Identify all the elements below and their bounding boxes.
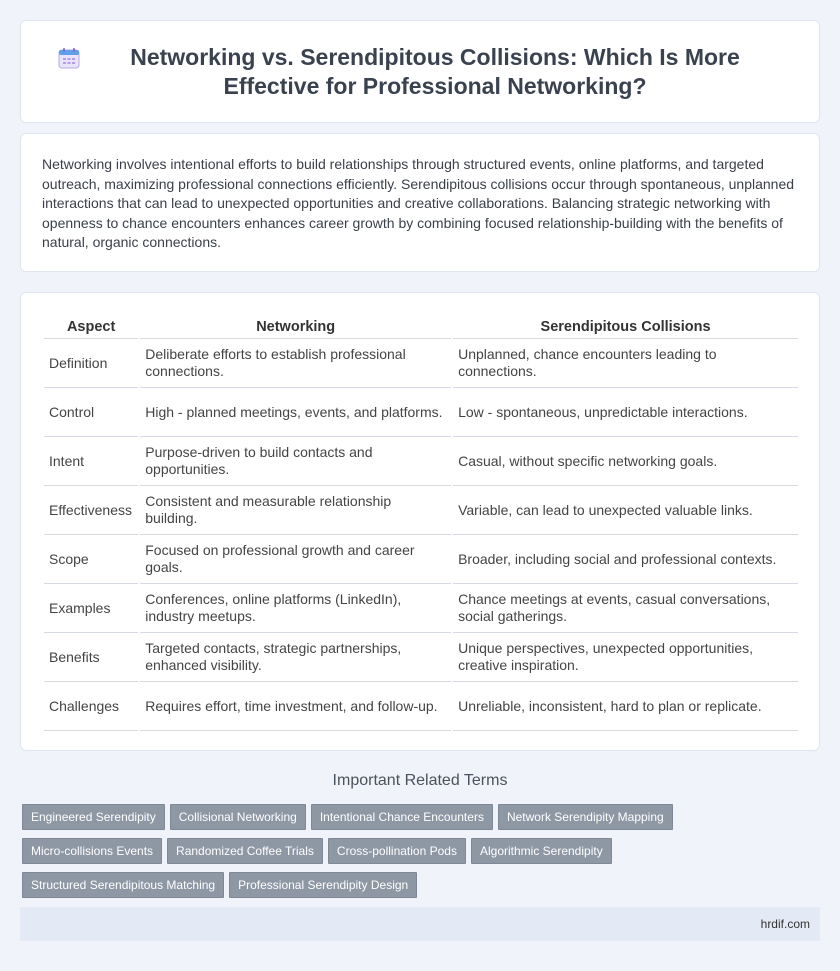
row-serendipitous: Unique perspectives, unexpected opportunities, creative inspiration.: [453, 633, 798, 682]
tag-randomized-coffee-trials[interactable]: Randomized Coffee Trials: [167, 838, 323, 864]
row-networking: Conferences, online platforms (LinkedIn), industry meetups.: [140, 584, 451, 633]
header-serendipitous: Serendipitous Collisions: [453, 313, 798, 339]
footer: [20, 907, 820, 941]
tag-cross-pollination-pods[interactable]: Cross-pollination Pods: [328, 838, 466, 864]
row-serendipitous: Casual, without specific networking goals.: [453, 437, 798, 486]
row-serendipitous: Variable, can lead to unexpected valuable links.: [453, 486, 798, 535]
related-terms-tags: [22, 804, 822, 906]
row-aspect: Examples: [44, 584, 138, 633]
table-row: [44, 535, 798, 584]
title-card: [20, 20, 820, 123]
row-aspect: Benefits: [44, 633, 138, 682]
table-row: [44, 437, 798, 486]
header-aspect: Aspect: [44, 313, 138, 339]
row-aspect: Scope: [44, 535, 138, 584]
row-networking: Consistent and measurable relationship building.: [140, 486, 451, 535]
row-networking: Deliberate efforts to establish professional connections.: [140, 339, 451, 388]
table-row: [44, 682, 798, 731]
row-networking: High - planned meetings, events, and platforms.: [140, 388, 451, 437]
table-header-row: [44, 313, 798, 339]
row-serendipitous: Unreliable, inconsistent, hard to plan or replicate.: [453, 682, 798, 731]
related-terms-title: Important Related Terms: [332, 772, 508, 789]
tag-network-serendipity-mapping[interactable]: Network Serendipity Mapping: [498, 804, 673, 830]
row-serendipitous: Broader, including social and professional contexts.: [453, 535, 798, 584]
table-row: [44, 388, 798, 437]
tag-algorithmic-serendipity[interactable]: Algorithmic Serendipity: [471, 838, 612, 864]
tag-professional-serendipity-design[interactable]: Professional Serendipity Design: [229, 872, 417, 898]
comparison-card: [20, 292, 820, 751]
table-row: [44, 633, 798, 682]
tag-structured-serendipitous-matching[interactable]: Structured Serendipitous Matching: [22, 872, 224, 898]
tag-micro-collisions-events[interactable]: Micro-collisions Events: [22, 838, 162, 864]
row-aspect: Challenges: [44, 682, 138, 731]
row-aspect: Control: [44, 388, 138, 437]
intro-card: [20, 133, 820, 272]
row-serendipitous: Low - spontaneous, unpredictable interactions.: [453, 388, 798, 437]
footer-site[interactable]: hrdif.com: [760, 917, 810, 931]
row-networking: Focused on professional growth and career goals.: [140, 535, 451, 584]
row-networking: Requires effort, time investment, and follow-up.: [140, 682, 451, 731]
intro-paragraph: Networking involves intentional efforts to build relationships through structured events, online platforms, and targeted outreach, maximizing professional connections efficiently. Serendipitous collisions occur through spontaneous, unplanned interactions that can lead to unexpected opportunities and creative collaborations. Balancing strategic networking with openness to chance encounters enhances career growth by combining focused relationship-building with the benefits of natural, organic connections.: [42, 156, 795, 251]
tag-collisional-networking[interactable]: Collisional Networking: [170, 804, 306, 830]
row-networking: Purpose-driven to build contacts and opportunities.: [140, 437, 451, 486]
header-networking: Networking: [140, 313, 451, 339]
table-row: [44, 584, 798, 633]
tag-engineered-serendipity[interactable]: Engineered Serendipity: [22, 804, 165, 830]
row-serendipitous: Chance meetings at events, casual conversations, social gatherings.: [453, 584, 798, 633]
row-aspect: Definition: [44, 339, 138, 388]
row-aspect: Intent: [44, 437, 138, 486]
table-row: [44, 339, 798, 388]
row-serendipitous: Unplanned, chance encounters leading to connections.: [453, 339, 798, 388]
row-networking: Targeted contacts, strategic partnerships, enhanced visibility.: [140, 633, 451, 682]
row-aspect: Effectiveness: [44, 486, 138, 535]
table-row: [44, 486, 798, 535]
comparison-table: [42, 313, 800, 731]
page-title: Networking vs. Serendipitous Collisions: Which Is More Effective for Professional Networking?: [130, 44, 740, 99]
tag-intentional-chance-encounters[interactable]: Intentional Chance Encounters: [311, 804, 493, 830]
